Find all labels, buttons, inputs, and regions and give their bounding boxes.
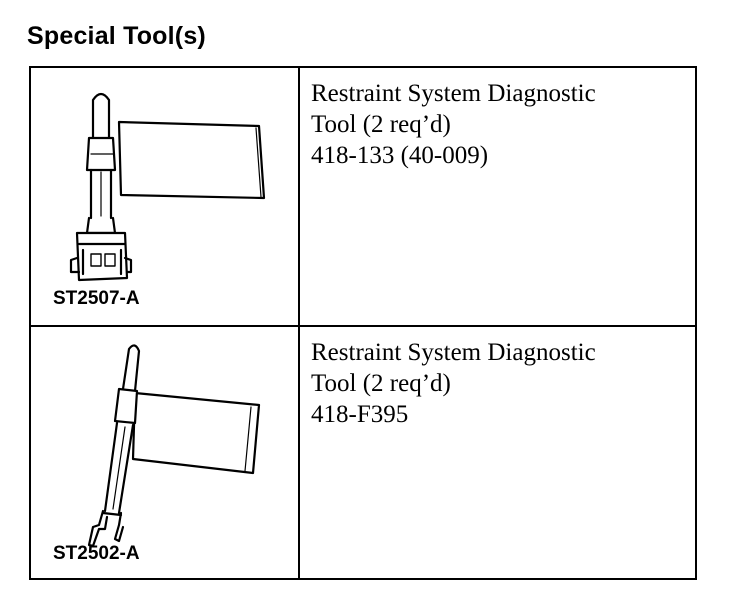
tool-name-line-2: Tool (2 req’d) (311, 111, 451, 138)
tool-image-cell (31, 68, 300, 325)
tool-name-line-2: Tool (2 req’d) (311, 370, 451, 397)
tool-name-line-1: Restraint System Diagnostic (311, 339, 596, 366)
tool-row (31, 327, 695, 578)
special-tools-table (29, 66, 697, 580)
restraint-diagnostic-tool-icon (31, 68, 298, 323)
tool-row (31, 68, 695, 327)
tool-description (311, 337, 691, 430)
tool-part-number: 418-133 (40-009) (311, 142, 489, 169)
restraint-diagnostic-tool-icon (31, 327, 298, 578)
tool-name-line-1: Restraint System Diagnostic (311, 80, 596, 107)
tool-description (311, 78, 691, 171)
tool-code: ST2507-A (53, 288, 140, 309)
tool-code: ST2502-A (53, 543, 140, 564)
section-heading: Special Tool(s) (27, 22, 206, 50)
tool-image-cell (31, 327, 300, 578)
tool-part-number: 418-F395 (311, 401, 409, 428)
